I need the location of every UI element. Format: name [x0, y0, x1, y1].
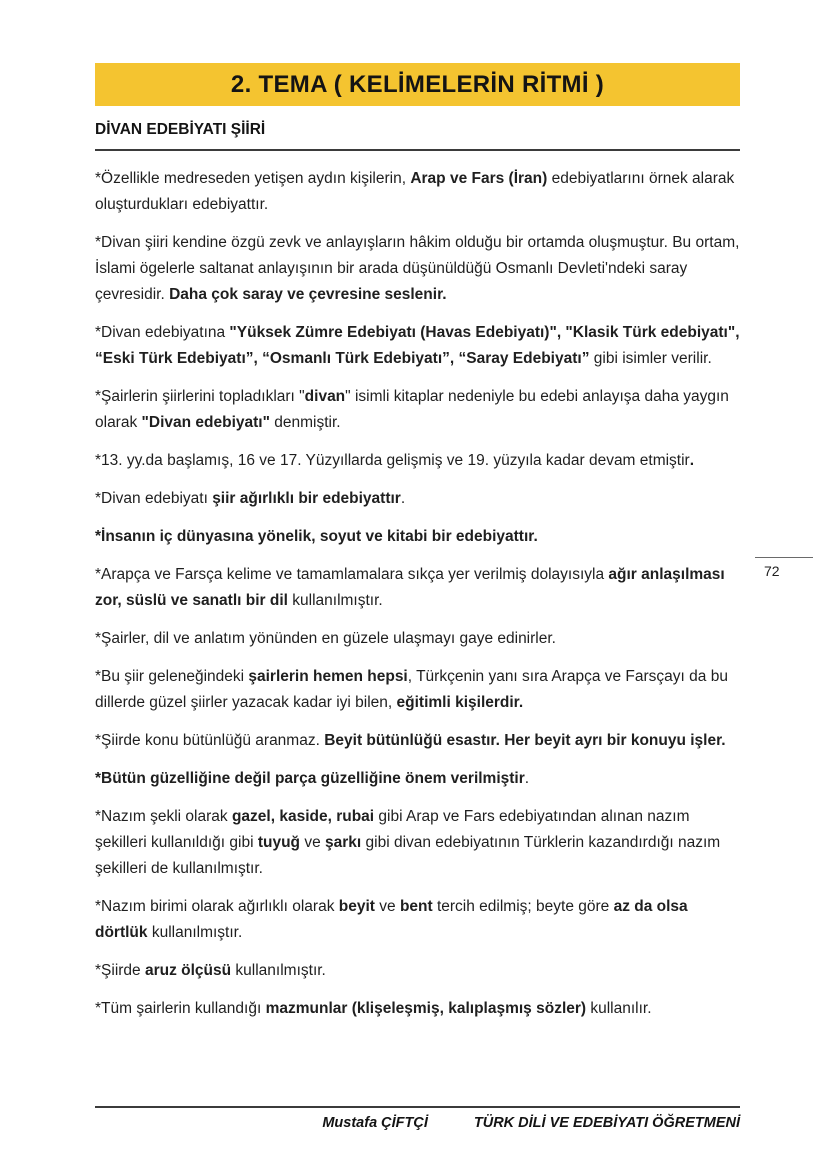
footer-role: TÜRK DİLİ VE EDEBİYATI ÖĞRETMENİ: [473, 1115, 740, 1131]
text-segment: *Divan şiiri kendine özgü zevk ve anlayışların hâkim olduğu bir ortamda oluşmuştur. Bu ortam, İslami ögelerle saltanat anlayışının bir arada düşünüldüğü Osmanlı Devleti'ndeki saray çevresidir.: [95, 234, 740, 303]
text-segment: gibi Arap ve Fars edebiyatından alınan nazım şekilleri kullanıldığı gibi: [95, 808, 690, 851]
paragraph: [95, 230, 740, 308]
text-segment: " isimli kitaplar nedeniyle bu edebi anlayışa daha yaygın olarak: [95, 388, 729, 431]
paragraph: [95, 626, 740, 652]
page-title: 2. TEMA ( KELİMELERİN RİTMİ ): [230, 70, 605, 98]
bold-text-segment: aruz ölçüsü: [144, 962, 232, 979]
text-segment: *Tüm şairlerin kullandığı: [95, 1000, 266, 1017]
text-segment: kullanılır.: [586, 1000, 652, 1017]
text-segment: .: [524, 770, 530, 787]
bold-text-segment: *İnsanın iç dünyasına yönelik, soyut ve kitabi bir edebiyattır.: [95, 528, 538, 545]
bold-text-segment: bent: [399, 898, 433, 915]
bold-text-segment: Arap ve Fars (İran): [410, 170, 548, 187]
footer-author: Mustafa ÇİFTÇİ: [322, 1115, 428, 1131]
paragraph: [95, 384, 740, 436]
text-segment: gibi isimler verilir.: [589, 350, 712, 367]
text-segment: kullanılmıştır.: [147, 924, 243, 941]
title-banner: [95, 63, 740, 106]
bold-text-segment: "Yüksek Zümre Edebiyatı (Havas Edebiyatı)", "Klasik Türk edebiyatı", “Eski Türk Edebiyatı”, “Osmanlı Türk Edebiyatı”, “Saray Edebiyatı”: [95, 324, 740, 367]
bold-text-segment: gazel, kaside, rubai: [231, 808, 375, 825]
paragraph: [95, 728, 740, 754]
text-segment: ve: [300, 834, 325, 851]
paragraphs: [95, 166, 740, 1034]
paragraph: [95, 996, 740, 1022]
paragraph: [95, 766, 740, 792]
bold-text-segment: şarkı: [325, 834, 362, 851]
bold-text-segment: mazmunlar (klişeleşmiş, kalıplaşmış sözler): [265, 1000, 587, 1017]
text-segment: *Nazım birimi olarak ağırlıklı olarak: [95, 898, 339, 915]
bold-text-segment: ağır anlaşılması zor, süslü ve sanatlı bir dil: [95, 566, 725, 609]
paragraph: [95, 486, 740, 512]
text-segment: *Özellikle medreseden yetişen aydın kişilerin,: [95, 170, 411, 187]
text-segment: denmiştir.: [269, 414, 341, 431]
page-number: 72: [764, 563, 780, 579]
bold-text-segment: divan: [304, 388, 346, 405]
text-segment: *Divan edebiyatı: [95, 490, 213, 507]
text-segment: *Arapça ve Farsça kelime ve tamamlamalara sıkça yer verilmiş dolayısıyla: [95, 566, 609, 583]
text-segment: kullanılmıştır.: [231, 962, 326, 979]
text-segment: *Şiirde: [95, 962, 145, 979]
text-segment: *Şiirde konu bütünlüğü aranmaz.: [95, 732, 325, 749]
bold-text-segment: şiir ağırlıklı bir edebiyattır: [212, 490, 401, 507]
bold-text-segment: Daha çok saray ve çevresine seslenir.: [169, 286, 447, 303]
page-footer: [95, 1106, 740, 1131]
bold-text-segment: *Bütün güzelliğine değil parça güzelliğine önem verilmiştir: [95, 770, 525, 787]
bold-text-segment: "Divan edebiyatı": [141, 414, 270, 431]
text-segment: *13. yy.da başlamış, 16 ve 17. Yüzyıllarda gelişmiş ve 19. yüzyıla kadar devam etmiştir: [95, 452, 690, 469]
paragraph: [95, 524, 740, 550]
paragraph: [95, 320, 740, 372]
text-segment: *Divan edebiyatına: [95, 324, 230, 341]
paragraph: [95, 804, 740, 882]
text-segment: , Türkçenin yanı sıra Arapça ve Farsçayı da bu dillerde güzel şiirler yazacak kadar iyi bilen,: [95, 668, 728, 711]
text-segment: *Bu şiir geleneğindeki: [95, 668, 249, 685]
text-segment: kullanılmıştır.: [287, 592, 383, 609]
paragraph: [95, 894, 740, 946]
paragraph: [95, 562, 740, 614]
bold-text-segment: az da olsa dörtlük: [95, 898, 688, 941]
bold-text-segment: Beyit bütünlüğü esastır. Her beyit ayrı bir konuyu işler.: [324, 732, 726, 749]
section-heading: DİVAN EDEBİYATI ŞİİRİ: [95, 121, 266, 138]
text-segment: tercih edilmiş; beyte göre: [432, 898, 614, 915]
bold-text-segment: eğitimli kişilerdir.: [396, 694, 524, 711]
text-segment: ve: [374, 898, 400, 915]
bold-text-segment: şairlerin hemen hepsi: [248, 668, 408, 685]
text-segment: gibi divan edebiyatının Türklerin kazandırdığı nazım şekilleri de kullanılmıştır.: [95, 834, 721, 877]
bold-text-segment: .: [689, 452, 695, 469]
text-segment: *Şairlerin şiirlerini topladıkları ": [95, 388, 305, 405]
paragraph: [95, 958, 740, 984]
paragraph: [95, 166, 740, 218]
bold-text-segment: tuyuğ: [257, 834, 301, 851]
section-heading-block: [95, 121, 740, 151]
text-segment: *Nazım şekli olarak: [95, 808, 232, 825]
text-segment: *Şairler, dil ve anlatım yönünden en güzele ulaşmayı gaye edinirler.: [95, 630, 556, 647]
text-segment: edebiyatlarını örnek alarak oluşturdukları edebiyattır.: [95, 170, 735, 213]
page-number-box: [755, 557, 813, 579]
paragraph: [95, 448, 740, 474]
paragraph: [95, 664, 740, 716]
bold-text-segment: beyit: [338, 898, 375, 915]
text-segment: .: [400, 490, 406, 507]
